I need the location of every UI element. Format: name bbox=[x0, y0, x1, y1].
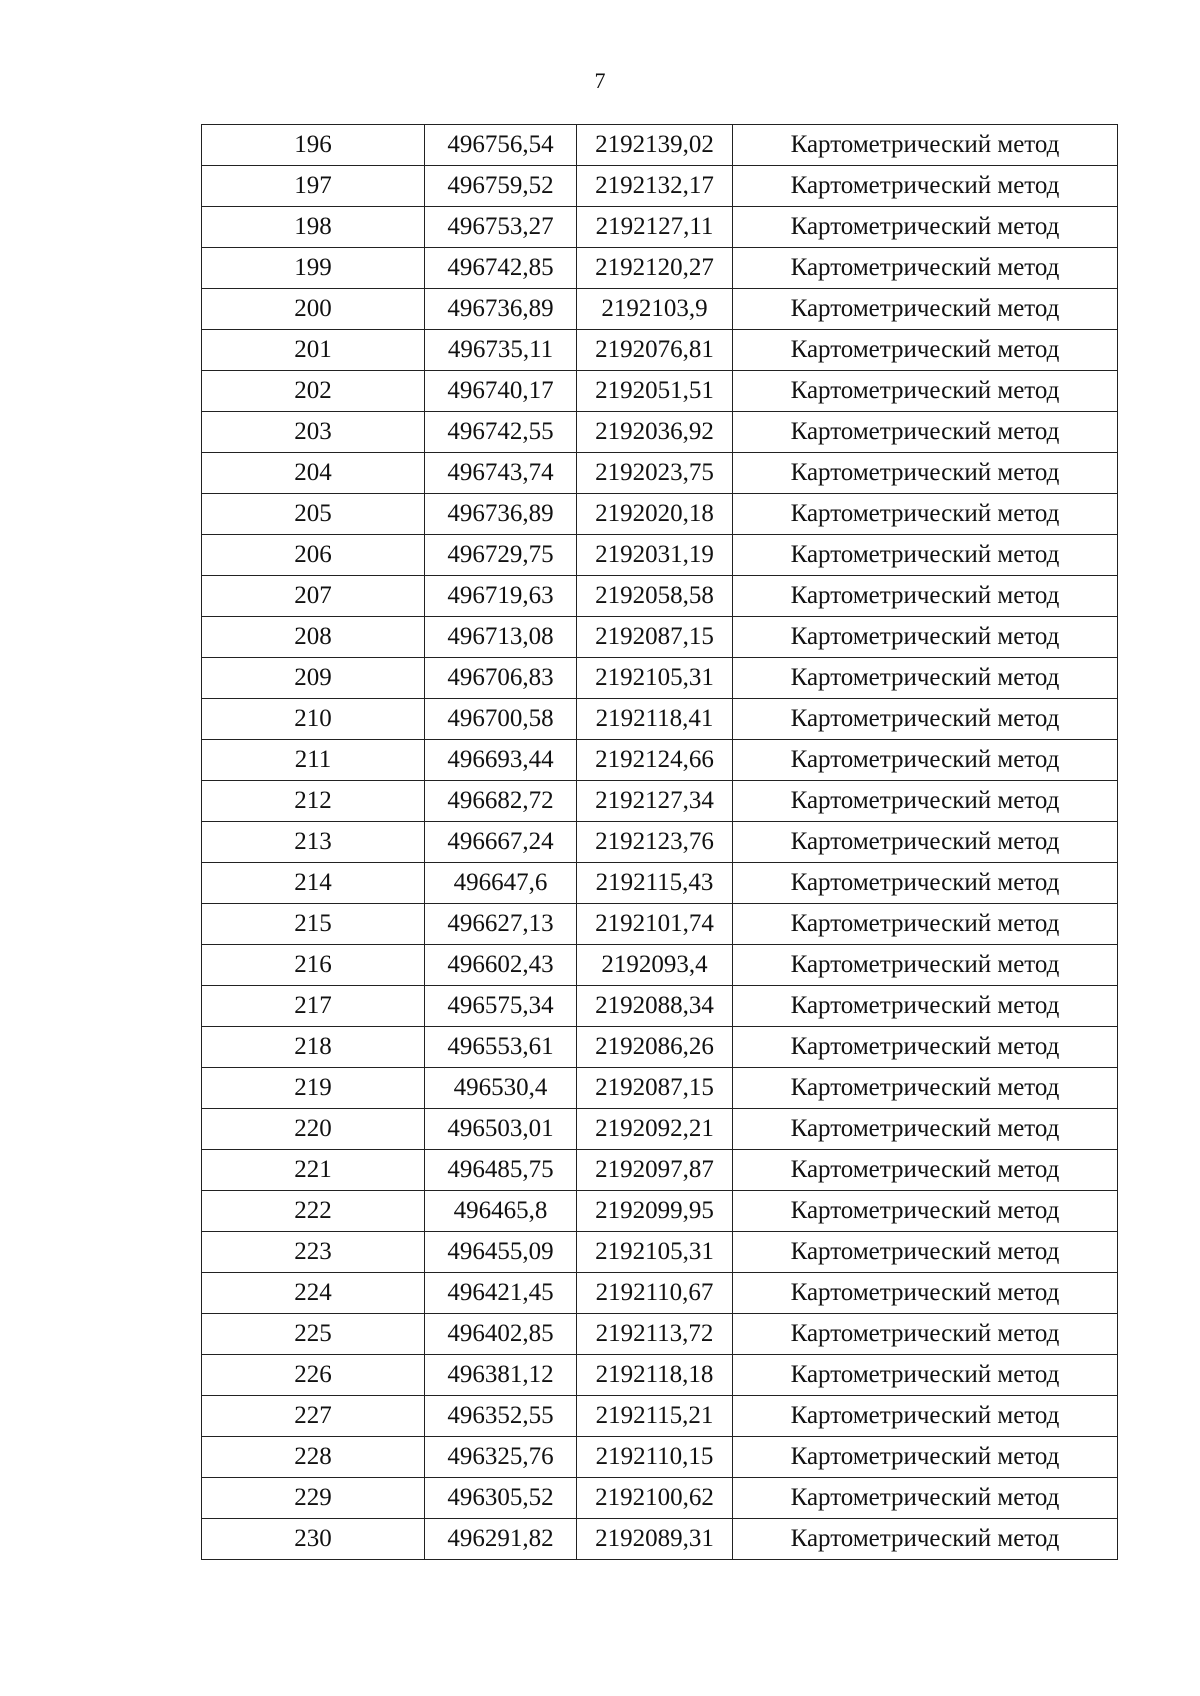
point-number-cell: 209 bbox=[202, 658, 425, 699]
table-row bbox=[202, 371, 1118, 412]
method-cell: Картометрический метод bbox=[733, 1109, 1118, 1150]
y-coordinate-cell: 2192113,72 bbox=[577, 1314, 733, 1355]
y-coordinate-cell: 2192092,21 bbox=[577, 1109, 733, 1150]
method-cell: Картометрический метод bbox=[733, 535, 1118, 576]
x-coordinate-cell: 496742,85 bbox=[425, 248, 577, 289]
x-coordinate-cell: 496485,75 bbox=[425, 1150, 577, 1191]
table-row bbox=[202, 1191, 1118, 1232]
method-cell: Картометрический метод bbox=[733, 1232, 1118, 1273]
table-row bbox=[202, 494, 1118, 535]
method-cell: Картометрический метод bbox=[733, 945, 1118, 986]
x-coordinate-cell: 496682,72 bbox=[425, 781, 577, 822]
point-number-cell: 213 bbox=[202, 822, 425, 863]
y-coordinate-cell: 2192100,62 bbox=[577, 1478, 733, 1519]
table-row bbox=[202, 1109, 1118, 1150]
y-coordinate-cell: 2192031,19 bbox=[577, 535, 733, 576]
table-row bbox=[202, 289, 1118, 330]
method-cell: Картометрический метод bbox=[733, 166, 1118, 207]
table-row bbox=[202, 822, 1118, 863]
coordinates-table-body bbox=[202, 125, 1118, 1560]
y-coordinate-cell: 2192115,43 bbox=[577, 863, 733, 904]
y-coordinate-cell: 2192110,15 bbox=[577, 1437, 733, 1478]
point-number-cell: 205 bbox=[202, 494, 425, 535]
x-coordinate-cell: 496759,52 bbox=[425, 166, 577, 207]
table-row bbox=[202, 453, 1118, 494]
method-cell: Картометрический метод bbox=[733, 248, 1118, 289]
table-row bbox=[202, 1437, 1118, 1478]
method-cell: Картометрический метод bbox=[733, 658, 1118, 699]
x-coordinate-cell: 496742,55 bbox=[425, 412, 577, 453]
point-number-cell: 199 bbox=[202, 248, 425, 289]
point-number-cell: 224 bbox=[202, 1273, 425, 1314]
x-coordinate-cell: 496713,08 bbox=[425, 617, 577, 658]
method-cell: Картометрический метод bbox=[733, 740, 1118, 781]
point-number-cell: 216 bbox=[202, 945, 425, 986]
method-cell: Картометрический метод bbox=[733, 617, 1118, 658]
table-row bbox=[202, 1068, 1118, 1109]
point-number-cell: 208 bbox=[202, 617, 425, 658]
point-number-cell: 207 bbox=[202, 576, 425, 617]
x-coordinate-cell: 496352,55 bbox=[425, 1396, 577, 1437]
x-coordinate-cell: 496325,76 bbox=[425, 1437, 577, 1478]
y-coordinate-cell: 2192087,15 bbox=[577, 617, 733, 658]
table-row bbox=[202, 658, 1118, 699]
x-coordinate-cell: 496602,43 bbox=[425, 945, 577, 986]
y-coordinate-cell: 2192115,21 bbox=[577, 1396, 733, 1437]
method-cell: Картометрический метод bbox=[733, 1273, 1118, 1314]
method-cell: Картометрический метод bbox=[733, 453, 1118, 494]
point-number-cell: 225 bbox=[202, 1314, 425, 1355]
y-coordinate-cell: 2192127,34 bbox=[577, 781, 733, 822]
y-coordinate-cell: 2192087,15 bbox=[577, 1068, 733, 1109]
table-row bbox=[202, 986, 1118, 1027]
x-coordinate-cell: 496291,82 bbox=[425, 1519, 577, 1560]
x-coordinate-cell: 496465,8 bbox=[425, 1191, 577, 1232]
point-number-cell: 217 bbox=[202, 986, 425, 1027]
table-row bbox=[202, 576, 1118, 617]
table-row bbox=[202, 125, 1118, 166]
x-coordinate-cell: 496503,01 bbox=[425, 1109, 577, 1150]
method-cell: Картометрический метод bbox=[733, 1396, 1118, 1437]
point-number-cell: 219 bbox=[202, 1068, 425, 1109]
x-coordinate-cell: 496753,27 bbox=[425, 207, 577, 248]
x-coordinate-cell: 496381,12 bbox=[425, 1355, 577, 1396]
method-cell: Картометрический метод bbox=[733, 863, 1118, 904]
y-coordinate-cell: 2192093,4 bbox=[577, 945, 733, 986]
method-cell: Картометрический метод bbox=[733, 822, 1118, 863]
y-coordinate-cell: 2192088,34 bbox=[577, 986, 733, 1027]
x-coordinate-cell: 496700,58 bbox=[425, 699, 577, 740]
table-row bbox=[202, 1519, 1118, 1560]
method-cell: Картометрический метод bbox=[733, 1437, 1118, 1478]
x-coordinate-cell: 496706,83 bbox=[425, 658, 577, 699]
point-number-cell: 196 bbox=[202, 125, 425, 166]
point-number-cell: 228 bbox=[202, 1437, 425, 1478]
y-coordinate-cell: 2192099,95 bbox=[577, 1191, 733, 1232]
x-coordinate-cell: 496719,63 bbox=[425, 576, 577, 617]
table-row bbox=[202, 1232, 1118, 1273]
point-number-cell: 198 bbox=[202, 207, 425, 248]
x-coordinate-cell: 496756,54 bbox=[425, 125, 577, 166]
point-number-cell: 202 bbox=[202, 371, 425, 412]
x-coordinate-cell: 496667,24 bbox=[425, 822, 577, 863]
method-cell: Картометрический метод bbox=[733, 371, 1118, 412]
y-coordinate-cell: 2192058,58 bbox=[577, 576, 733, 617]
point-number-cell: 204 bbox=[202, 453, 425, 494]
x-coordinate-cell: 496736,89 bbox=[425, 289, 577, 330]
table-row bbox=[202, 1478, 1118, 1519]
table-row bbox=[202, 1150, 1118, 1191]
y-coordinate-cell: 2192118,18 bbox=[577, 1355, 733, 1396]
table-row bbox=[202, 781, 1118, 822]
x-coordinate-cell: 496530,4 bbox=[425, 1068, 577, 1109]
table-row bbox=[202, 1314, 1118, 1355]
point-number-cell: 230 bbox=[202, 1519, 425, 1560]
x-coordinate-cell: 496421,45 bbox=[425, 1273, 577, 1314]
table-row bbox=[202, 863, 1118, 904]
y-coordinate-cell: 2192089,31 bbox=[577, 1519, 733, 1560]
table-row bbox=[202, 248, 1118, 289]
method-cell: Картометрический метод bbox=[733, 1314, 1118, 1355]
method-cell: Картометрический метод bbox=[733, 781, 1118, 822]
method-cell: Картометрический метод bbox=[733, 1355, 1118, 1396]
point-number-cell: 222 bbox=[202, 1191, 425, 1232]
x-coordinate-cell: 496735,11 bbox=[425, 330, 577, 371]
point-number-cell: 201 bbox=[202, 330, 425, 371]
table-row bbox=[202, 166, 1118, 207]
y-coordinate-cell: 2192023,75 bbox=[577, 453, 733, 494]
method-cell: Картометрический метод bbox=[733, 412, 1118, 453]
point-number-cell: 212 bbox=[202, 781, 425, 822]
y-coordinate-cell: 2192101,74 bbox=[577, 904, 733, 945]
x-coordinate-cell: 496553,61 bbox=[425, 1027, 577, 1068]
method-cell: Картометрический метод bbox=[733, 699, 1118, 740]
x-coordinate-cell: 496743,74 bbox=[425, 453, 577, 494]
point-number-cell: 223 bbox=[202, 1232, 425, 1273]
point-number-cell: 200 bbox=[202, 289, 425, 330]
table-row bbox=[202, 1355, 1118, 1396]
coordinates-table bbox=[201, 124, 1118, 1560]
x-coordinate-cell: 496729,75 bbox=[425, 535, 577, 576]
y-coordinate-cell: 2192076,81 bbox=[577, 330, 733, 371]
table-row bbox=[202, 330, 1118, 371]
table-row bbox=[202, 699, 1118, 740]
y-coordinate-cell: 2192103,9 bbox=[577, 289, 733, 330]
x-coordinate-cell: 496402,85 bbox=[425, 1314, 577, 1355]
x-coordinate-cell: 496740,17 bbox=[425, 371, 577, 412]
point-number-cell: 220 bbox=[202, 1109, 425, 1150]
method-cell: Картометрический метод bbox=[733, 1068, 1118, 1109]
point-number-cell: 221 bbox=[202, 1150, 425, 1191]
point-number-cell: 215 bbox=[202, 904, 425, 945]
x-coordinate-cell: 496305,52 bbox=[425, 1478, 577, 1519]
y-coordinate-cell: 2192139,02 bbox=[577, 125, 733, 166]
y-coordinate-cell: 2192120,27 bbox=[577, 248, 733, 289]
y-coordinate-cell: 2192123,76 bbox=[577, 822, 733, 863]
point-number-cell: 227 bbox=[202, 1396, 425, 1437]
table-row bbox=[202, 617, 1118, 658]
method-cell: Картометрический метод bbox=[733, 330, 1118, 371]
point-number-cell: 211 bbox=[202, 740, 425, 781]
method-cell: Картометрический метод bbox=[733, 289, 1118, 330]
method-cell: Картометрический метод bbox=[733, 1478, 1118, 1519]
point-number-cell: 214 bbox=[202, 863, 425, 904]
point-number-cell: 197 bbox=[202, 166, 425, 207]
point-number-cell: 229 bbox=[202, 1478, 425, 1519]
x-coordinate-cell: 496627,13 bbox=[425, 904, 577, 945]
method-cell: Картометрический метод bbox=[733, 207, 1118, 248]
y-coordinate-cell: 2192124,66 bbox=[577, 740, 733, 781]
y-coordinate-cell: 2192110,67 bbox=[577, 1273, 733, 1314]
page-number: 7 bbox=[594, 68, 606, 93]
y-coordinate-cell: 2192097,87 bbox=[577, 1150, 733, 1191]
y-coordinate-cell: 2192105,31 bbox=[577, 658, 733, 699]
x-coordinate-cell: 496647,6 bbox=[425, 863, 577, 904]
y-coordinate-cell: 2192036,92 bbox=[577, 412, 733, 453]
method-cell: Картометрический метод bbox=[733, 904, 1118, 945]
method-cell: Картометрический метод bbox=[733, 125, 1118, 166]
table-row bbox=[202, 1273, 1118, 1314]
point-number-cell: 226 bbox=[202, 1355, 425, 1396]
table-row bbox=[202, 207, 1118, 248]
y-coordinate-cell: 2192127,11 bbox=[577, 207, 733, 248]
table-row bbox=[202, 412, 1118, 453]
point-number-cell: 218 bbox=[202, 1027, 425, 1068]
x-coordinate-cell: 496575,34 bbox=[425, 986, 577, 1027]
method-cell: Картометрический метод bbox=[733, 986, 1118, 1027]
table-row bbox=[202, 740, 1118, 781]
method-cell: Картометрический метод bbox=[733, 1150, 1118, 1191]
method-cell: Картометрический метод bbox=[733, 494, 1118, 535]
y-coordinate-cell: 2192105,31 bbox=[577, 1232, 733, 1273]
method-cell: Картометрический метод bbox=[733, 1519, 1118, 1560]
table-row bbox=[202, 945, 1118, 986]
table-row bbox=[202, 904, 1118, 945]
x-coordinate-cell: 496736,89 bbox=[425, 494, 577, 535]
x-coordinate-cell: 496455,09 bbox=[425, 1232, 577, 1273]
method-cell: Картометрический метод bbox=[733, 1027, 1118, 1068]
method-cell: Картометрический метод bbox=[733, 576, 1118, 617]
y-coordinate-cell: 2192132,17 bbox=[577, 166, 733, 207]
table-row bbox=[202, 1027, 1118, 1068]
table-row bbox=[202, 535, 1118, 576]
point-number-cell: 210 bbox=[202, 699, 425, 740]
y-coordinate-cell: 2192051,51 bbox=[577, 371, 733, 412]
y-coordinate-cell: 2192020,18 bbox=[577, 494, 733, 535]
y-coordinate-cell: 2192086,26 bbox=[577, 1027, 733, 1068]
y-coordinate-cell: 2192118,41 bbox=[577, 699, 733, 740]
point-number-cell: 206 bbox=[202, 535, 425, 576]
table-row bbox=[202, 1396, 1118, 1437]
point-number-cell: 203 bbox=[202, 412, 425, 453]
method-cell: Картометрический метод bbox=[733, 1191, 1118, 1232]
x-coordinate-cell: 496693,44 bbox=[425, 740, 577, 781]
